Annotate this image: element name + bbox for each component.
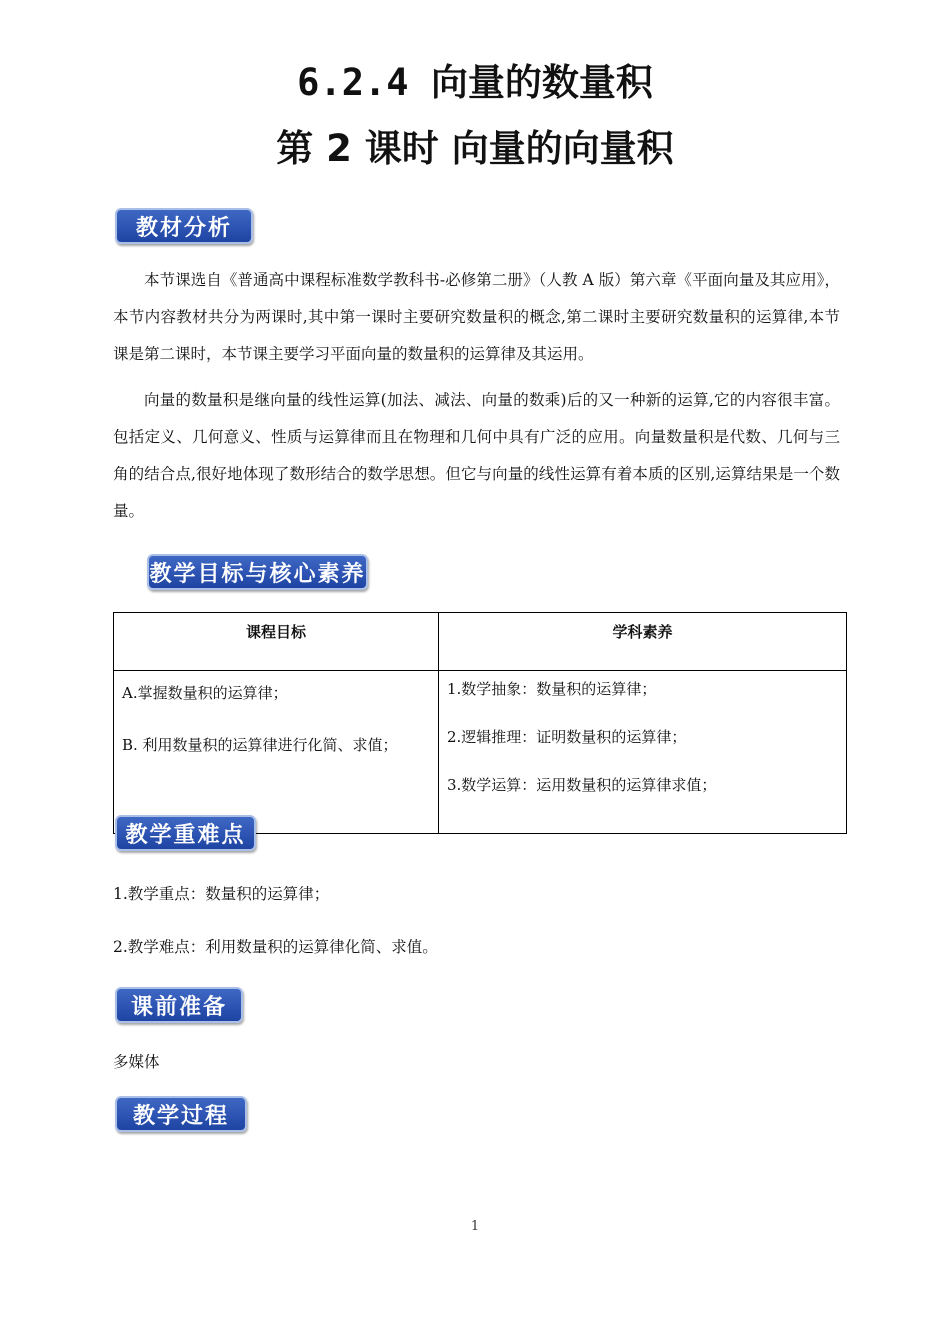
keypoint-item-1: 1.教学重点：数量积的运算律；	[113, 885, 330, 903]
goals-cell	[114, 671, 439, 834]
analysis-paragraph-2: 向量的数量积是继向量的线性运算(加法、减法、向量的数乘)后的又一种新的运算,它的内容很丰富。包括定义、几何意义、性质与运算律而且在物理和几何中具有广泛的应用。向量数量积是代数、几何与三角的结合点,很好地体现了数形结合的数学思想。但它与向量的线性运算有着本质的区别,运算结果是一个数量。	[113, 391, 840, 520]
literacy-item-3: 3.数学运算：运用数量积的运算律求值；	[447, 776, 717, 794]
section-heading-analysis: 教材分析	[115, 208, 253, 244]
page-number: 1	[470, 1219, 480, 1234]
table-row	[114, 671, 847, 834]
analysis-paragraph-1: 本节课选自《普通高中课程标准数学教科书-必修第二册》（人教 A 版）第六章《平面向量及其应用》，本节内容教材共分为两课时,其中第一课时主要研究数量积的概念,第二课时主要研究数量积的运算律,本节课是第二课时，本节课主要学习平面向量的数量积的运算律及其运用。	[113, 271, 840, 363]
goal-item-a: A.掌握数量积的运算律；	[122, 684, 288, 702]
section-heading-process: 教学过程	[115, 1096, 247, 1132]
keypoint-item-2: 2.教学难点：利用数量积的运算律化简、求值。	[113, 938, 438, 956]
literacy-item-2: 2.逻辑推理：证明数量积的运算律；	[447, 728, 687, 746]
section-heading-objectives: 教学目标与核心素养	[147, 554, 368, 590]
literacy-cell	[439, 671, 847, 834]
table-header-goals: 课程目标	[114, 613, 439, 671]
literacy-item-1: 1.数学抽象：数量积的运算律；	[447, 680, 657, 698]
title-line-1: 6.2.4 向量的数量积	[297, 61, 653, 104]
objectives-table	[113, 612, 847, 834]
section-heading-keypoints: 教学重难点	[115, 815, 256, 851]
section-heading-preparation: 课前准备	[115, 987, 243, 1023]
preparation-text: 多媒体	[113, 1053, 160, 1071]
goal-item-b: B. 利用数量积的运算律进行化简、求值；	[122, 736, 398, 754]
table-header-row	[114, 613, 847, 671]
table-header-literacy: 学科素养	[439, 613, 847, 671]
title-line-2: 第 2 课时 向量的向量积	[276, 127, 674, 170]
